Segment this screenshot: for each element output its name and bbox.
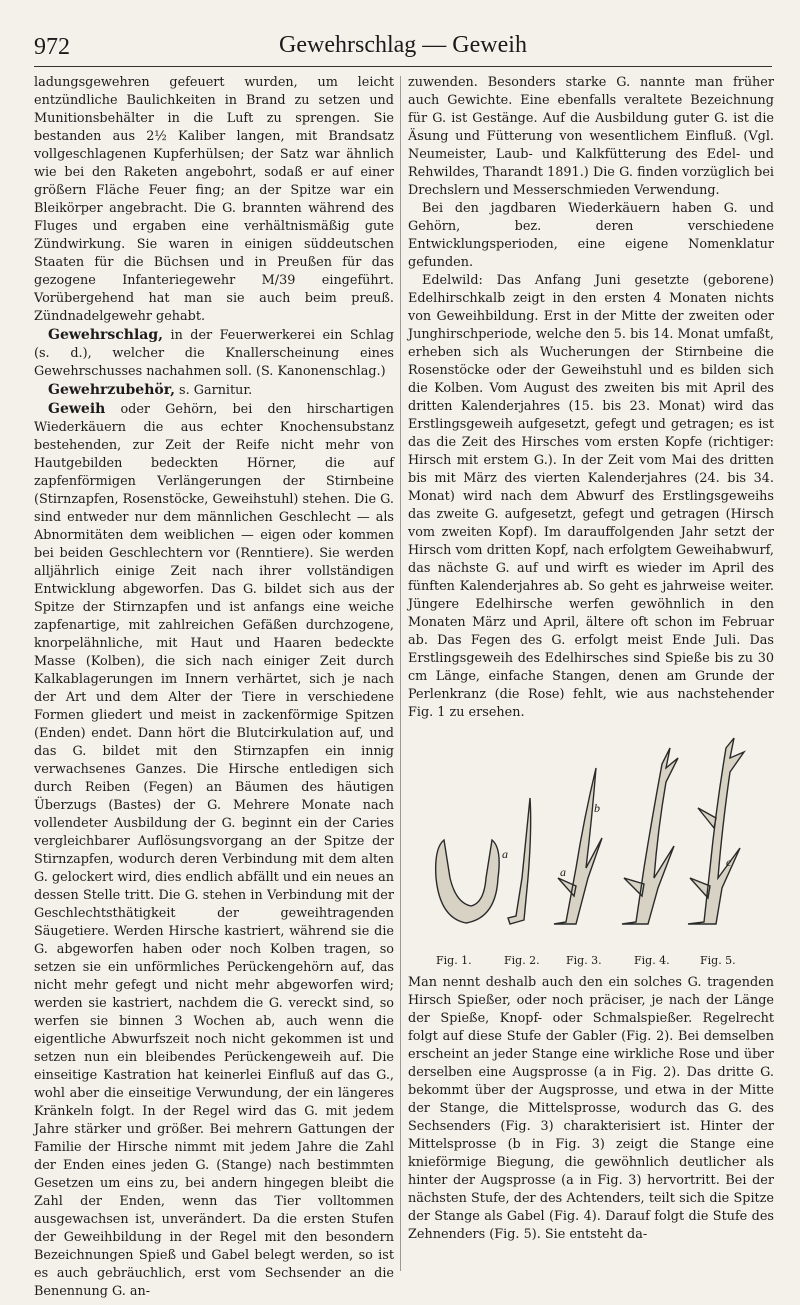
- label-c: c: [726, 855, 732, 869]
- caption-fig1: Fig. 1.: [436, 954, 472, 967]
- entry-text: in der Feuerwerkerei ein Schlag (s. d.), welcher die Knallerscheinung eines Gewehrschusses nachahmen soll. (S. Kanonenschlag.): [34, 328, 394, 379]
- figure-captions: [408, 952, 774, 968]
- page-header: [34, 26, 772, 67]
- paragraph-edelwild: Edelwild: Das Anfang Juni gesetzte (geborene) Edelhirschkalb zeigt in den ersten 4 Monaten nichts von Geweihbildung. Erst in der Mitte der zweiten oder Junghirschperiode, welche den 5. bis 14. Monat umfaßt, erheben sich als Wucherungen der Stirnbeine die Rosenstöcke oder der Geweihstuhl und es bilden sich die Kolben. Vom August des zweiten bis mit April des dritten Kalenderjahres (15. bis 23. Monat) wird das Erstlingsgeweih aufgesetzt, gefegt und getragen; es ist das die Zeit des Hirsches vom ersten Kopfe (richtiger: Hirsch mit erstem G.). In der Zeit vom Mai des dritten bis mit März des vierten Kalenderjahres (24. bis 34. Monat) wird nach dem Abwurf des Erstlingsgeweihs das zweite G. aufgesetzt, gefegt und getragen (Hirsch vom zweiten Kopf). Im darauffolgenden Jahr setzt der Hirsch vom dritten Kopf, nach erfolgtem Geweihabwurf, das nächste G. auf und wirft es wieder im April des fünften Kalenderjahres ab. So geht es jahrweise weiter. Jüngere Edelhirsche werfen gewöhnlich in den Monaten März und April, ältere oft schon im Februar ab. Das Fegen des G. erfolgt meist Ende Juli. Das Erstlingsgeweih des Edelhirsches sind Spieße bis zu 30 cm Länge, einfache Stangen, denen am Grunde der Perlenkranz (die Rose) fehlt, wie aus nachstehender Fig. 1 zu ersehen.: [408, 273, 774, 720]
- paragraph: Man nennt deshalb auch den ein solches G. tragenden Hirsch Spießer, oder noch präciser, je nach der Länge der Spieße, Knopf- oder Schmalspießer. Regelrecht folgt auf diese Stufe der Gabler (Fig. 2). Bei demselben erscheint an jeder Stange eine wirkliche Rose und über derselben eine Augsprosse (a in Fig. 2). Das dritte G. bekommt über der Augsprosse, und etwa in der Mitte der Stange, die Mittelsprosse, wodurch das G. des Sechsenders (Fig. 3) charakterisiert ist. Hinter der Mittelsprosse (b in Fig. 3) zeigt die Stange eine knieförmige Biegung, die gewöhnlich deutlicher als hinter der Augsprosse (a in Fig. 3) hervortritt. Bei der nächsten Stufe, der des Achtenders, teilt sich die Spitze der Stange als Gabel (Fig. 4). Darauf folgt die Stufe des Zehnenders (Fig. 5). Sie entsteht da-: [408, 975, 774, 1242]
- label-b: b: [594, 801, 600, 815]
- entry-geweih: [34, 400, 394, 1301]
- paragraph-continuation: ladungsgewehren gefeuert wurden, um leicht entzündliche Baulichkeiten in Brand zu setzen und Munitionsbehälter in die Luft zu sprengen. Sie bestanden aus 2½ Kaliber langen, mit Brandsatz vollgeschlagenen Kupferhülsen; der Satz war ähnlich wie bei den Raketen angebohrt, sodaß er auf einer größern Fläche Feuer fing; an der Spitze war ein Bleikörper angebracht. Die G. brannten während des Fluges und ergaben eine verhältnismäßig gute Zündwirkung. Sie waren in einigen süddeutschen Staaten für die Büchsen und in Preußen für das gezogene Infanteriegewehr M/39 eingeführt. Vorübergehend hat man sie auch beim preuß. Zündnadelgewehr gehabt.: [34, 75, 394, 324]
- antler-fig3: [554, 768, 602, 924]
- caption-fig2: Fig. 2.: [504, 954, 540, 967]
- column-divider: [400, 76, 401, 1271]
- caption-fig3: Fig. 3.: [566, 954, 602, 967]
- caption-fig5: Fig. 5.: [700, 954, 736, 967]
- antler-fig4: [622, 748, 678, 924]
- antler-fig2: [508, 798, 531, 924]
- antler-illustration: [426, 728, 756, 948]
- running-head: Gewehrschlag — Geweih: [279, 32, 527, 58]
- paragraph: Bei den jagdbaren Wiederkäuern haben G. und Gehörn, bez. deren verschiedene Entwicklungsperioden, eine eigene Nomenklatur gefunden.: [408, 201, 774, 270]
- lemma-geweih: Geweih: [48, 401, 106, 417]
- entry-text: s. Garnitur.: [174, 383, 253, 398]
- caption-fig4: Fig. 4.: [634, 954, 670, 967]
- lemma-gewehrzubehoer: Gewehrzubehör,: [48, 382, 175, 398]
- paragraph-continuation: zuwenden. Besonders starke G. nannte man früher auch Gewichte. Eine ebenfalls veraltete Bezeichnung für G. ist Gestänge. Auf die Ausbildung guter G. ist die Äsung und Fütterung von wesentlichem Einfluß. (Vgl. Neumeister, Laub- und Kalkfütterung des Edel- und Rehwildes, Tharandt 1891.) Die G. finden vorzüglich bei Drechslern und Messerschmieden Verwendung.: [408, 75, 774, 198]
- antler-fig1: [436, 840, 499, 923]
- label-a2: a: [560, 865, 566, 879]
- entry-text: oder Gehörn, bei den hirschartigen Wiederkäuern die aus echter Knochensubstanz bestehenden, zur Zeit der Reife nicht mehr von Hautgebilden bedeckten Hörner, die auf zapfenförmigen Verlängerungen der Stirnbeine (Stirnzapfen, Rosenstöcke, Geweihstuhl) stehen. Die G. sind entweder nur dem männlichen Geschlecht — als Abnormitäten dem weiblichen — eigen oder kommen bei beiden Geschlechtern vor (Renntiere). Sie werden alljährlich einige Zeit nach ihrer vollständigen Entwicklung abgeworfen. Das G. bildet sich aus der Spitze der Stirnzapfen und ist anfangs eine weiche zapfenartige, mit zahlreichen Gefäßen durchzogene, knorpelähnliche, mit Haut und Haaren bedeckte Masse (Kolben), die sich nach einiger Zeit durch Kalkablagerungen im Innern verhärtet, sich je nach der Art und dem Alter der Tiere in verschiedene Formen gliedert und meist in zackenförmige Spitzen (Enden) endet. Dann hört die Blutcirkulation auf, und das G. bildet mit den Stirnzapfen ein innig verwachsenes Ganzes. Die Hirsche entledigen sich durch Reiben (Fegen) an Bäumen des häutigen Überzugs (Bastes) der G. Mehrere Monate nach vollendeter Ausbildung der G. beginnt ein der Caries vergleichbarer Auflösungsvorgang an der Spitze der Stirnzapfen, wodurch deren Verbindung mit dem alten G. gelockert wird, dies endlich abfällt und ein neues an dessen Stelle tritt. Die G. stehen in Verbindung mit der Geschlechtsthätigkeit der geweihtragenden Säugetiere. Werden Hirsche kastriert, während sie die G. abgeworfen haben oder noch Kolben tragen, so setzen sie ein unförmliches Perückengehörn auf, das nicht mehr gefegt und nicht mehr abgeworfen wird; werden sie kastriert, nachdem die G. vereckt sind, so werfen sie binnen 3 Wochen ab, auch wenn die eigentliche Abwurfszeit noch nicht gekommen ist und setzen nun ein bleibendes Perückengeweih auf. Die einseitige Kastration hat keinerlei Einfluß auf das G., wohl aber die einseitige Verwundung, der ein längeres Kränkeln folgt. In der Regel wird das G. mit jedem Jahre stärker und größer. Bei mehrern Gattungen der Familie der Hirsche nimmt mit jedem Jahre die Zahl der Enden eines jeden G. (Stange) nach bestimmten Gesetzen um eins zu, bei andern hingegen bleibt die Zahl der Enden, wenn das Tier volltommen ausgewachsen ist, unverändert. Da die ersten Stufen der Geweihbildung in der Regel mit den besondern Bezeichnungen Spieß und Gabel belegt werden, so ist es auch gebräuchlich, erst vom Sechsender an die Benennung G. an-: [34, 402, 394, 1299]
- left-column: [34, 74, 394, 1301]
- entry-gewehrzubehoer: [34, 381, 394, 400]
- entry-gewehrschlag: [34, 326, 394, 381]
- lemma-gewehrschlag: Gewehrschlag,: [48, 327, 164, 343]
- antler-figure: [408, 728, 774, 968]
- right-column: [408, 74, 774, 1244]
- antler-fig5: [688, 738, 744, 924]
- page-number: 972: [34, 34, 70, 60]
- label-a: a: [502, 847, 508, 861]
